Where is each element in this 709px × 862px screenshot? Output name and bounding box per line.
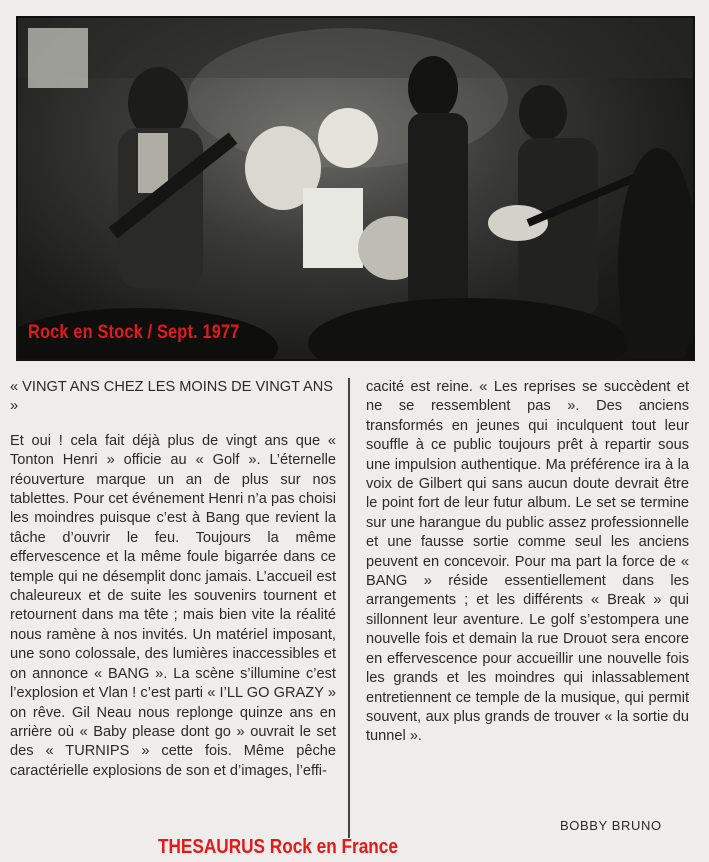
band-silhouettes [18, 18, 693, 359]
article-column-left [10, 378, 336, 781]
photo-caption: Rock en Stock / Sept. 1977 [28, 322, 240, 343]
article-column-right [366, 378, 689, 747]
footer-source-label: THESAURUS Rock en France [158, 836, 398, 858]
column-divider [348, 378, 350, 838]
author-byline: BOBBY BRUNO [560, 818, 662, 833]
article-heading: « VINGT ANS CHEZ LES MOINS DE VINGT ANS » [10, 379, 334, 415]
concert-photo [16, 16, 695, 361]
article-body-left: Et oui ! cela fait déjà plus de vingt ans que « Tonton Henri » officie au « Golf ». L’éternelle réouverture marque un an de plus sur nos tablettes. Pour cet événement Henri n’a pas choisi les moindres puisque c’est à Bang que revient la tâche d’ouvrir le feu. Toujours la même effervescence et la même foule bigarrée dans ce temple qui ne désemplit donc jamais. L’accueil est chaleureux et de suite les souvenirs tournent et retournent dans ma tête ; mais bien vite la réalité nous ramène à nos invités. Un matériel imposant, une sono colossale, des lumières inaccessibles et on annonce « BANG ». La scène s’illumine c’est l’explosion et Vlan ! c’est parti « I’LL GO GRAZY » on rêve. Gil Neau nous replonge quinze ans en arrière où « Baby please dont go » ouvrait le set des « TURNIPS » cette fois. Même pêche caractérielle explosions de son et d’images, l’effi- [10, 432, 336, 779]
article-body-right: cacité est reine. « Les reprises se succèdent et ne se ressemblent pas ». Des anciens transformés en jeunes qui inculquent tout leur souffle à ce public toujours prêt à repartir sous une impulsion authentique. Ma préférence ira à la voix de Gilbert qui sans aucun doute devrait être le point fort de leur futur album. Le set se termine sur une harangue du public assez professionnelle et une fausse sortie comme seul les anciens peuvent en concevoir. Pour ma part la force de « BANG » réside essentiellement dans les arrangements ; et les différents « Break » qui sillonnent leur aventure. Le golf s’estompera une nouvelle fois et demain la rue Drouot sera encore en effervescence pour accueillir une nouvelle fois les grands et les moindres qui inlassablement entretiennent ce temple de la musique, qui permit souvent, aux plus grands de trouver « la sortie du tunnel ». [366, 379, 689, 745]
